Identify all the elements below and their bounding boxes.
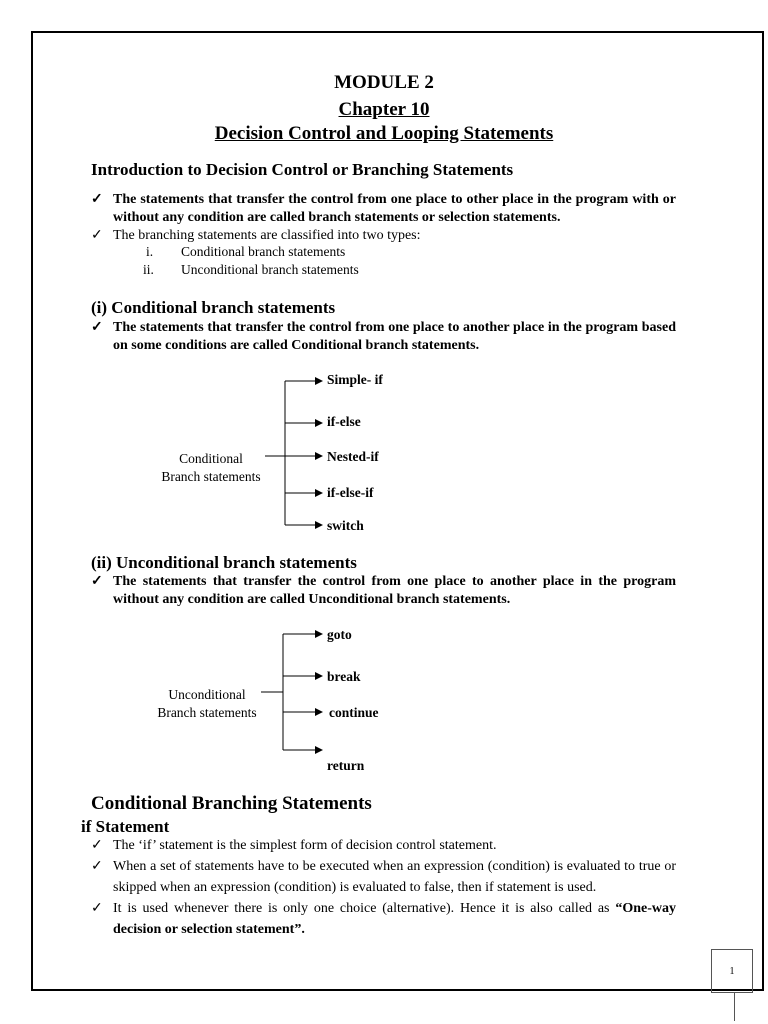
- if-bullet-3-text: [113, 898, 676, 940]
- page-number-line: [734, 993, 735, 1021]
- unconditional-label-line-1: Unconditional: [168, 687, 246, 702]
- unconditional-label-line-2: Branch statements: [157, 705, 257, 720]
- check-icon: ✓: [91, 320, 103, 335]
- if-bullet-3-prefix: It is used whenever there is only one choice (alternative). Hence it is also called as: [113, 901, 616, 916]
- conditional-bullet-text: The statements that transfer the control from one place to another place in the program based on some conditions are called Conditional branch statements.: [113, 320, 676, 353]
- intro-bullet-2-text: The branching statements are classified into two types:: [113, 228, 421, 243]
- if-bullet-3-emphasis: “One-way decision or selection statement”.: [113, 901, 676, 937]
- page-number: 1: [729, 966, 735, 977]
- unconditional-item-continue: continue: [329, 705, 379, 720]
- conditional-item-simple-if: Simple- if: [327, 372, 383, 387]
- module-heading: MODULE 2: [334, 72, 434, 93]
- type-number-2: ii.: [143, 262, 154, 277]
- conditional-label-line-2: Branch statements: [161, 469, 261, 484]
- if-bullet-1: [91, 836, 676, 856]
- check-icon: ✓: [91, 192, 103, 207]
- intro-bullet-1-text: The statements that transfer the control from one place to other place in the program with or without any condition are called branch statements or selection statements.: [113, 192, 676, 225]
- intro-heading: Introduction to Decision Control or Branching Statements: [91, 160, 514, 179]
- check-icon: ✓: [91, 901, 103, 916]
- conditional-item-switch: switch: [327, 518, 364, 533]
- conditional-item-nested-if: Nested-if: [327, 449, 379, 464]
- conditional-item-if-else: if-else: [327, 414, 361, 429]
- chapter-title: Decision Control and Looping Statements: [214, 123, 554, 144]
- unconditional-item-break: break: [327, 669, 361, 684]
- type-number-1: i.: [146, 244, 154, 259]
- conditional-heading: (i) Conditional branch statements: [91, 298, 336, 317]
- conditional-label-line-1: Conditional: [179, 451, 243, 466]
- branching-heading: Conditional Branching Statements: [91, 793, 372, 814]
- if-bullet-3: [91, 898, 676, 940]
- check-icon: ✓: [91, 838, 103, 853]
- chapter-heading: Chapter 10: [338, 99, 430, 120]
- check-icon: ✓: [91, 574, 103, 589]
- if-statement-heading: if Statement: [81, 817, 170, 836]
- type-label-1: Conditional branch statements: [181, 244, 346, 259]
- unconditional-item-return: return: [327, 758, 365, 773]
- if-bullet-1-text: The ‘if’ statement is the simplest form of decision control statement.: [113, 838, 497, 853]
- if-bullet-2-text: When a set of statements have to be executed when an expression (condition) is evaluated to true or skipped when an expression (condition) is evaluated to false, then if statement is used.: [113, 859, 676, 895]
- if-bullet-2: [91, 856, 676, 898]
- type-label-2: Unconditional branch statements: [181, 262, 359, 277]
- unconditional-item-goto: goto: [327, 627, 352, 642]
- conditional-item-if-else-if: if-else-if: [327, 485, 374, 500]
- page-number-box: [711, 949, 753, 993]
- unconditional-bullet-text: The statements that transfer the control from one place to another place in the program without any condition are called Unconditional branch statements.: [113, 574, 676, 607]
- check-icon: ✓: [91, 859, 103, 874]
- unconditional-heading: (ii) Unconditional branch statements: [91, 553, 357, 572]
- check-icon: ✓: [91, 228, 103, 243]
